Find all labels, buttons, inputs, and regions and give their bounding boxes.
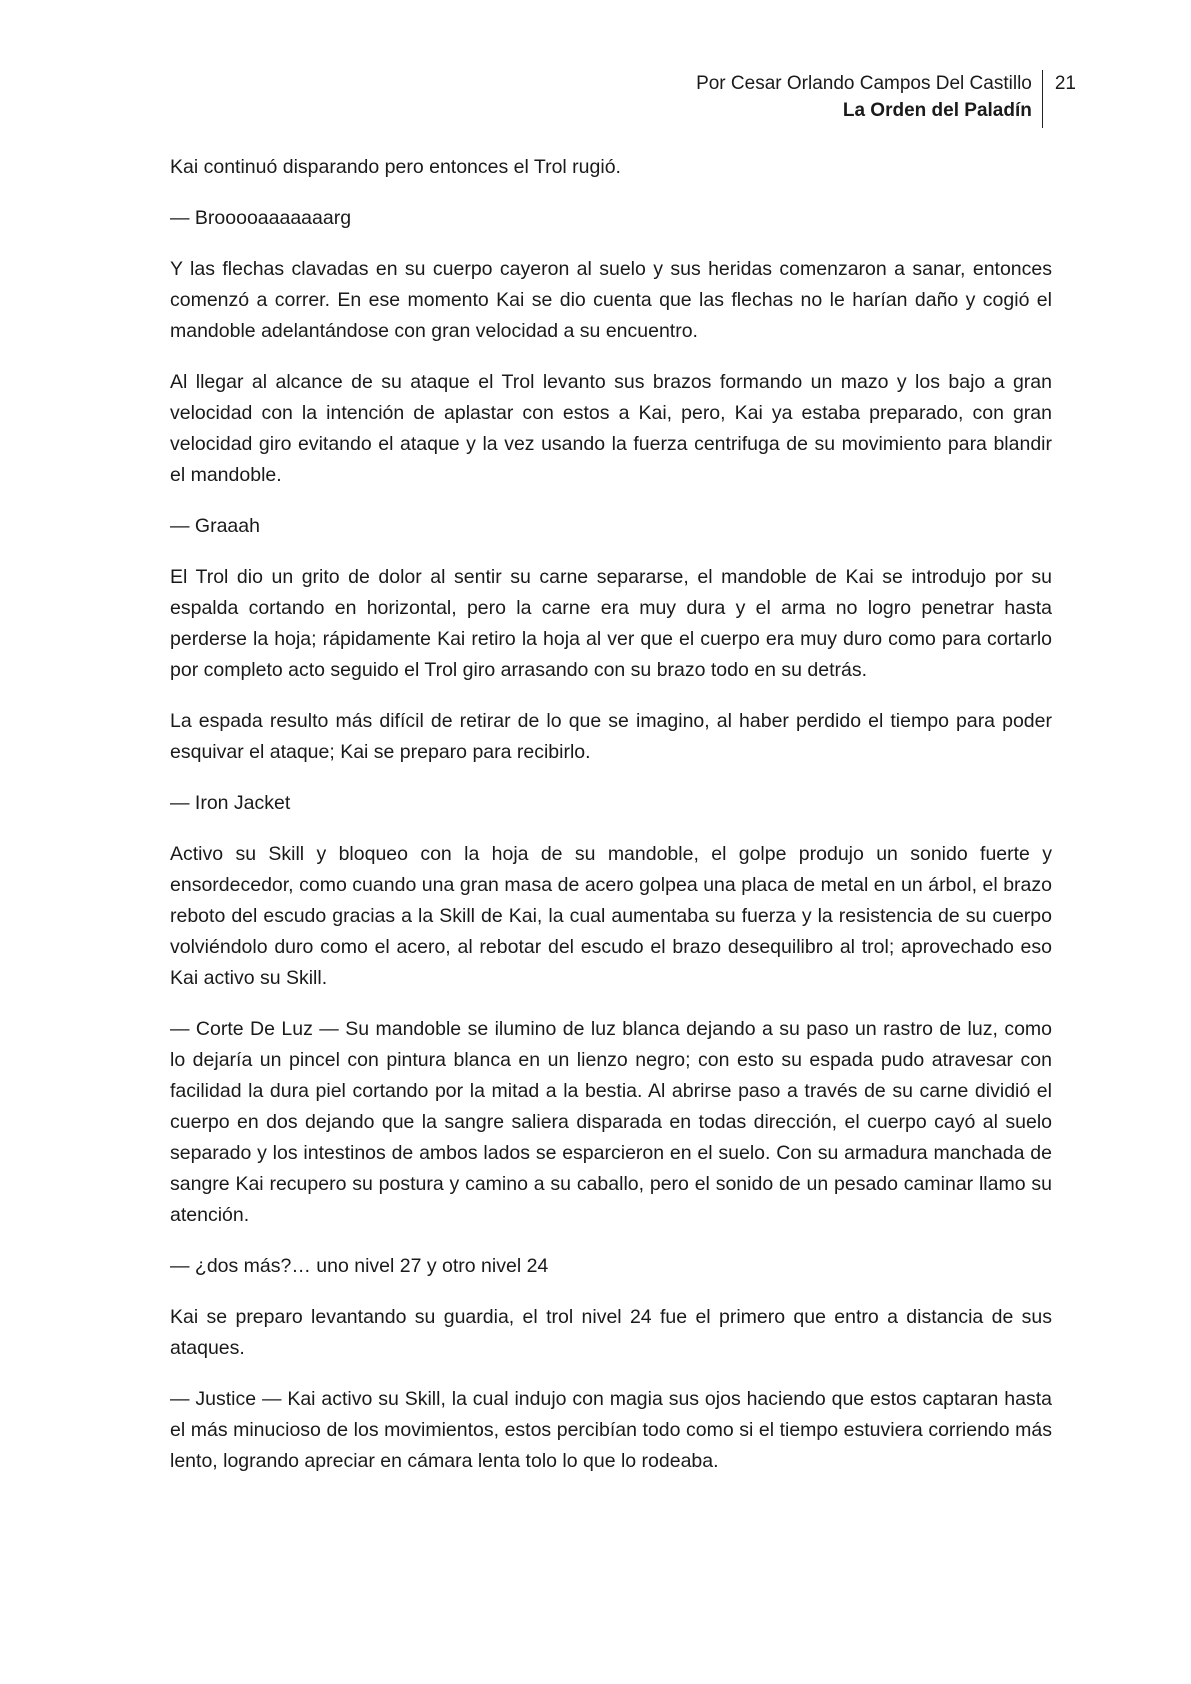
paragraph: — Graaah bbox=[170, 515, 260, 537]
paragraph: Al llegar al alcance de su ataque el Trol levanto sus brazos formando un mazo y los bajo a gran velocidad con la intención de aplastar con estos a Kai, pero, Kai ya estaba preparado, con gran velocidad giro evitando el ataque y la vez usando la fuerza centrifuga de su movimiento para blandir el mandoble. bbox=[170, 371, 1052, 486]
paragraph: Activo su Skill y bloqueo con la hoja de su mandoble, el golpe produjo un sonido fuerte y ensordecedor, como cuando una gran masa de acero golpea una placa de metal en un árbol, el brazo reboto del escudo gracias a la Skill de Kai, la cual aumentaba su fuerza y la resistencia de su cuerpo volviéndolo duro como el acero, al rebotar del escudo el brazo desequilibro al trol; aprovechado eso Kai activo su Skill. bbox=[170, 843, 1052, 989]
paragraph: — ¿dos más?… uno nivel 27 y otro nivel 24 bbox=[170, 1255, 549, 1277]
paragraph: Kai se preparo levantando su guardia, el trol nivel 24 fue el primero que entro a distancia de sus ataques. bbox=[170, 1306, 1052, 1359]
paragraph: — Justice — Kai activo su Skill, la cual indujo con magia sus ojos haciendo que estos captaran hasta el más minucioso de los movimientos, estos percibían todo como si el tiempo estuviera corriendo más lento, logrando apreciar en cámara lenta tolo lo que lo rodeaba. bbox=[170, 1388, 1052, 1472]
header-book-title: La Orden del Paladín bbox=[842, 100, 1032, 121]
header-author: Por Cesar Orlando Campos Del Castillo bbox=[696, 73, 1032, 94]
paragraph: Kai continuó disparando pero entonces el Trol rugió. bbox=[170, 156, 621, 178]
paragraph: — Iron Jacket bbox=[170, 792, 291, 814]
header-text-block bbox=[696, 70, 1042, 124]
page-header bbox=[696, 70, 1076, 128]
page-body bbox=[170, 152, 1052, 1497]
page-number: 21 bbox=[1054, 73, 1076, 94]
paragraph: Y las flechas clavadas en su cuerpo cayeron al suelo y sus heridas comenzaron a sanar, entonces comenzó a correr. En ese momento Kai se dio cuenta que las flechas no le harían daño y cogió el mandoble adelantándose con gran velocidad a su encuentro. bbox=[170, 258, 1052, 342]
paragraph: La espada resulto más difícil de retirar de lo que se imagino, al haber perdido el tiempo para poder esquivar el ataque; Kai se preparo para recibirlo. bbox=[170, 710, 1052, 763]
paragraph: — Corte De Luz — Su mandoble se ilumino de luz blanca dejando a su paso un rastro de luz, como lo dejaría un pincel con pintura blanca en un lienzo negro; con esto su espada pudo atravesar con facilidad la dura piel cortando por la mitad a la bestia. Al abrirse paso a través de su carne dividió el cuerpo en dos dejando que la sangre saliera disparada en todas dirección, el cuerpo cayó al suelo separado y los intestinos de ambos lados se esparcieron en el suelo. Con su armadura manchada de sangre Kai recupero su postura y camino a su caballo, pero el sonido de un pesado caminar llamo su atención. bbox=[170, 1018, 1052, 1226]
paragraph: — Brooooaaaaaaarg bbox=[170, 207, 352, 229]
paragraph: El Trol dio un grito de dolor al sentir su carne separarse, el mandoble de Kai se introdujo por su espalda cortando en horizontal, pero la carne era muy dura y el arma no logro penetrar hasta perderse la hoja; rápidamente Kai retiro la hoja al ver que el cuerpo era muy duro como para cortarlo por completo acto seguido el Trol giro arrasando con su brazo todo en su detrás. bbox=[170, 566, 1052, 681]
